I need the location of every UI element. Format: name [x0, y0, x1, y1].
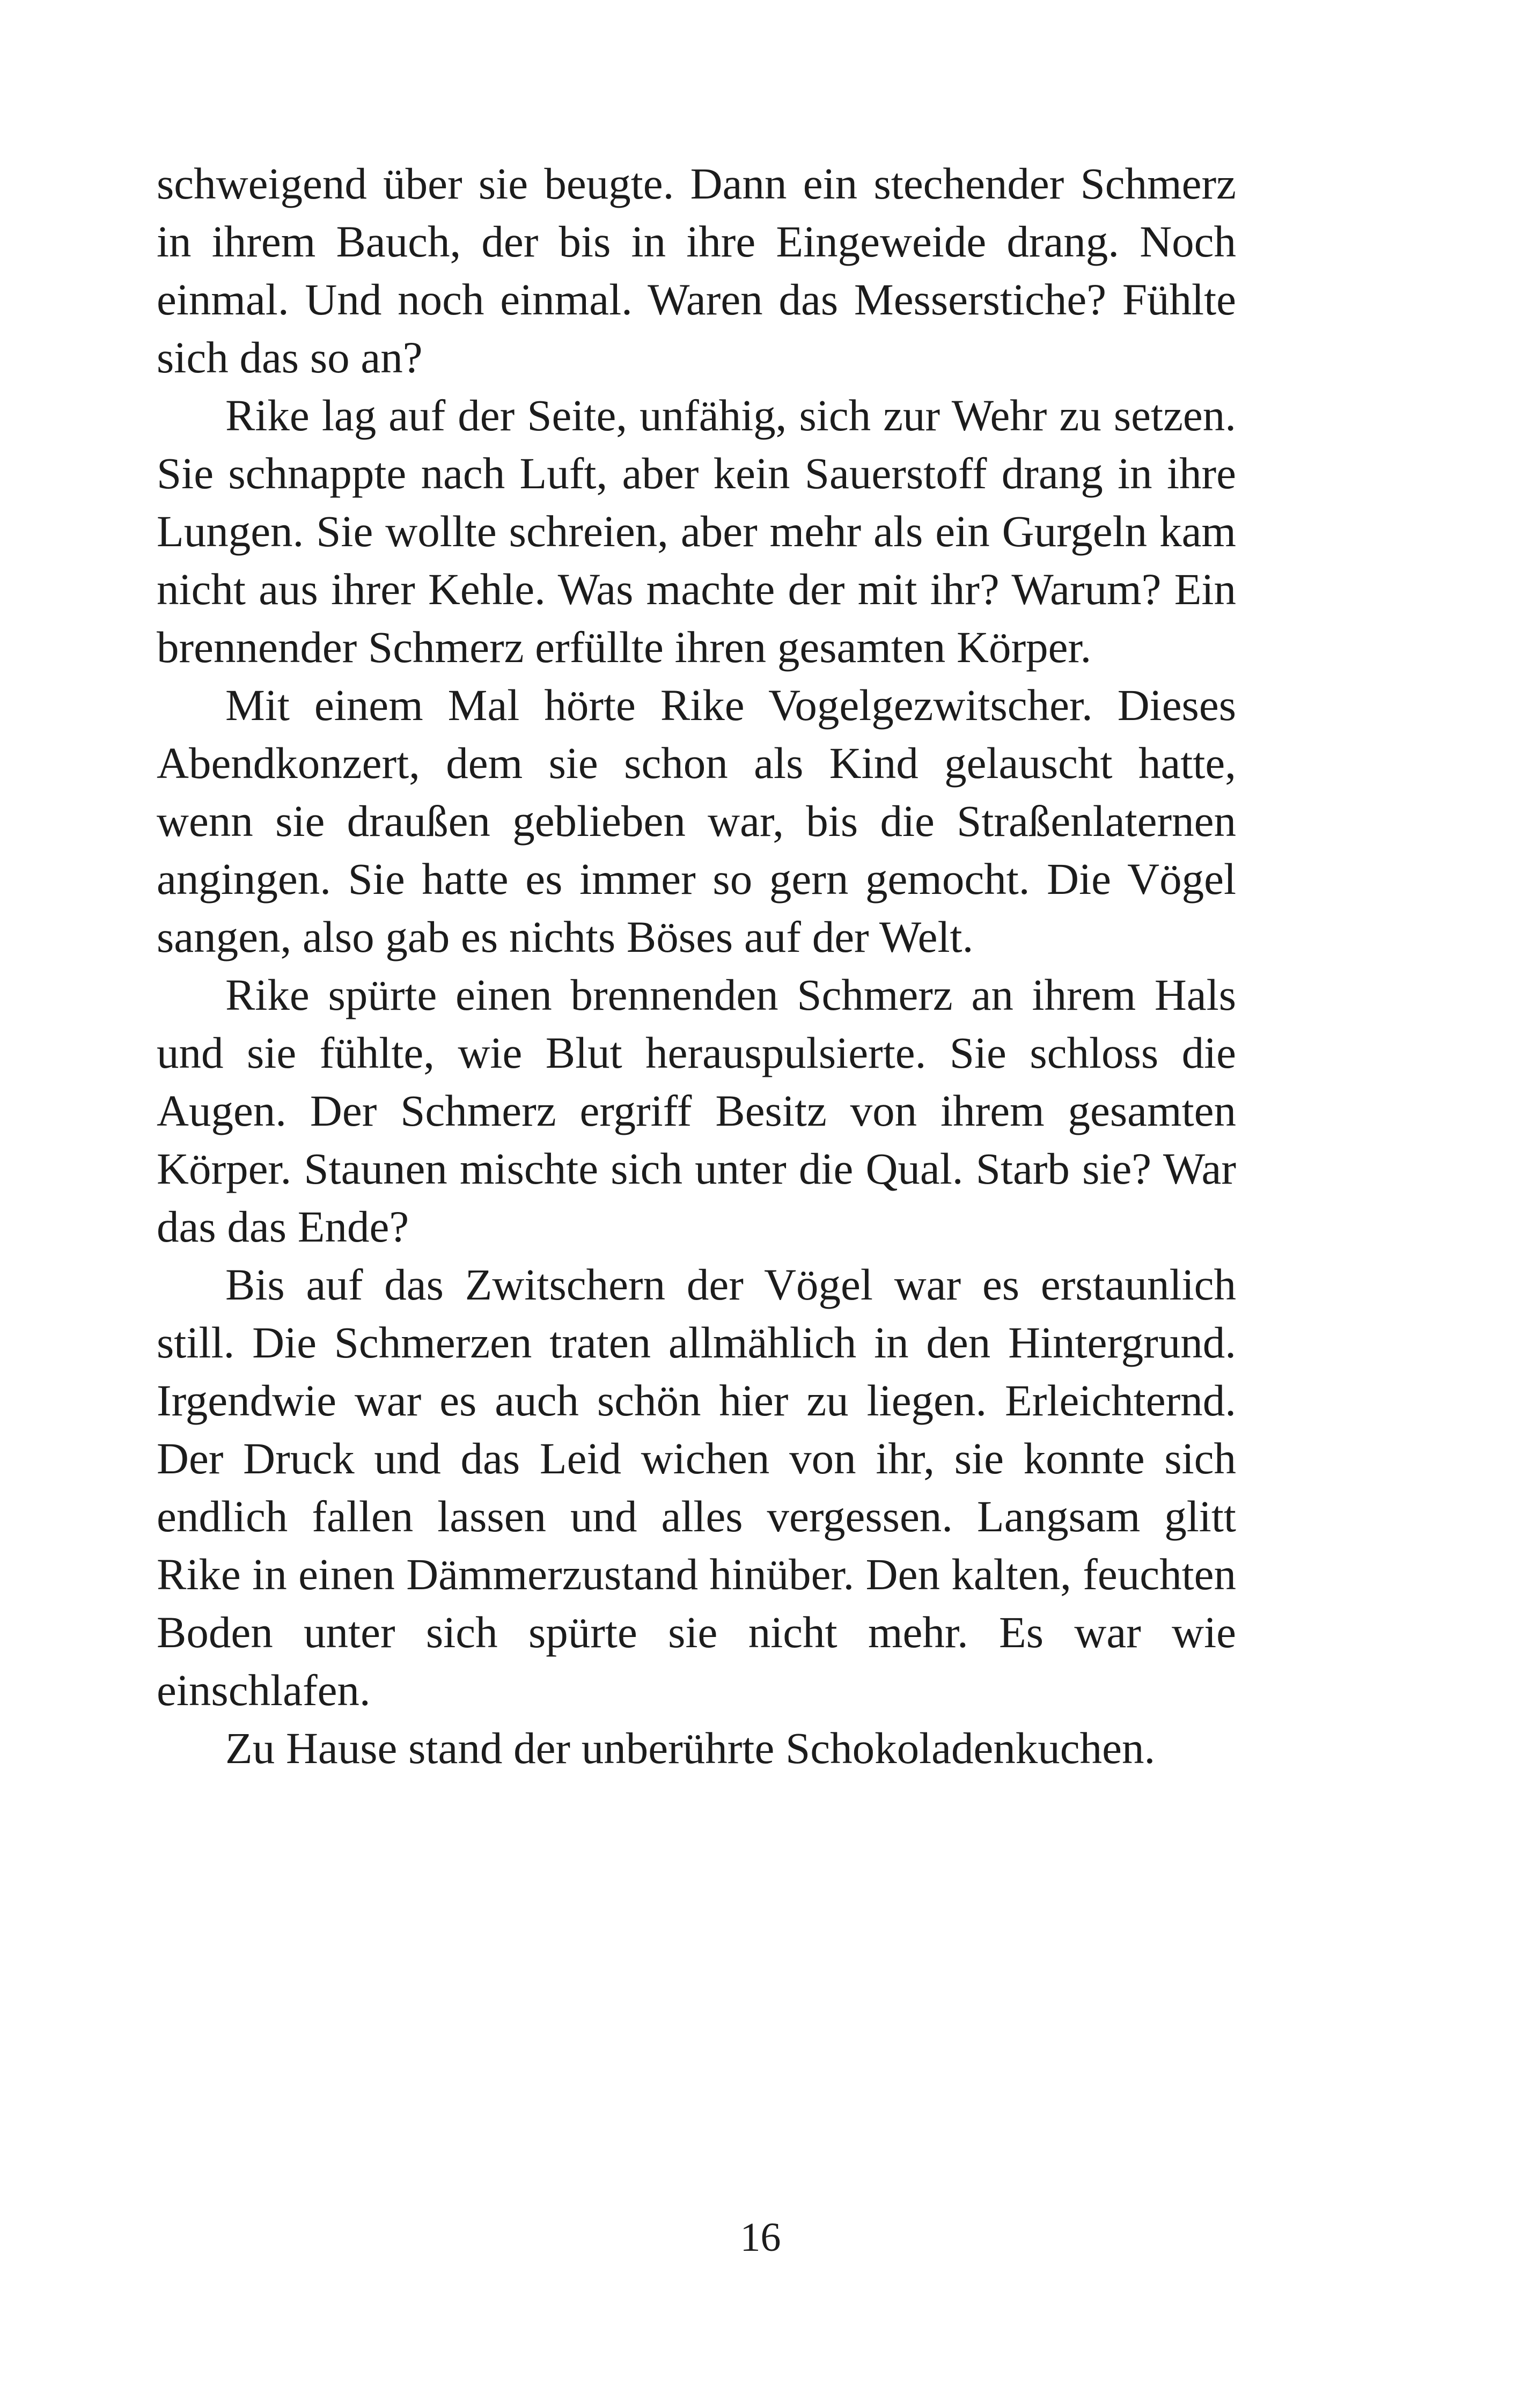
paragraph-5: Bis auf das Zwitschern der Vögel war es erstaunlich still. Die Schmerzen traten allmählich in den Hintergrund. Irgendwie war es auch schön hier zu liegen. Erleichternd. Der Druck und das Leid wichen von ihr, sie konnte sich endlich fallen lassen und alles vergessen. Langsam glitt Rike in einen Dämmerzustand hinüber. Den kalten, feuchten Boden unter sich spürte sie nicht mehr. Es war wie einschlafen. [157, 1260, 1236, 1715]
paragraph-2: Rike lag auf der Seite, unfähig, sich zur Wehr zu setzen. Sie schnappte nach Luft, aber kein Sauerstoff drang in ihre Lungen. Sie wollte schreien, aber mehr als ein Gurgeln kam nicht aus ihrer Kehle. Was machte der mit ihr? Warum? Ein brennender Schmerz erfüllte ihren gesamten Körper. [157, 391, 1236, 672]
paragraph-4: Rike spürte einen brennenden Schmerz an ihrem Hals und sie fühlte, wie Blut herauspulsierte. Sie schloss die Augen. Der Schmerz ergriff Besitz von ihrem gesamten Körper. Staunen mischte sich unter die Qual. Starb sie? War das das Ende? [157, 970, 1236, 1251]
paragraph-3: Mit einem Mal hörte Rike Vogelgezwitscher. Dieses Abendkonzert, dem sie schon als Kind gelauscht hatte, wenn sie draußen geblieben war, bis die Straßenlaternen angingen. Sie hatte es immer so gern gemocht. Die Vögel sangen, also gab es nichts Böses auf der Welt. [157, 680, 1236, 961]
body-text [157, 155, 1236, 1777]
paragraph-6: Zu Hause stand der unberührte Schokoladenkuchen. [225, 1723, 1156, 1773]
page-number: 16 [740, 2215, 781, 2260]
paragraph-1: schweigend über sie beugte. Dann ein stechender Schmerz in ihrem Bauch, der bis in ihre Eingeweide drang. Noch einmal. Und noch einmal. Waren das Messerstiche? Fühlte sich das so an? [157, 159, 1236, 382]
